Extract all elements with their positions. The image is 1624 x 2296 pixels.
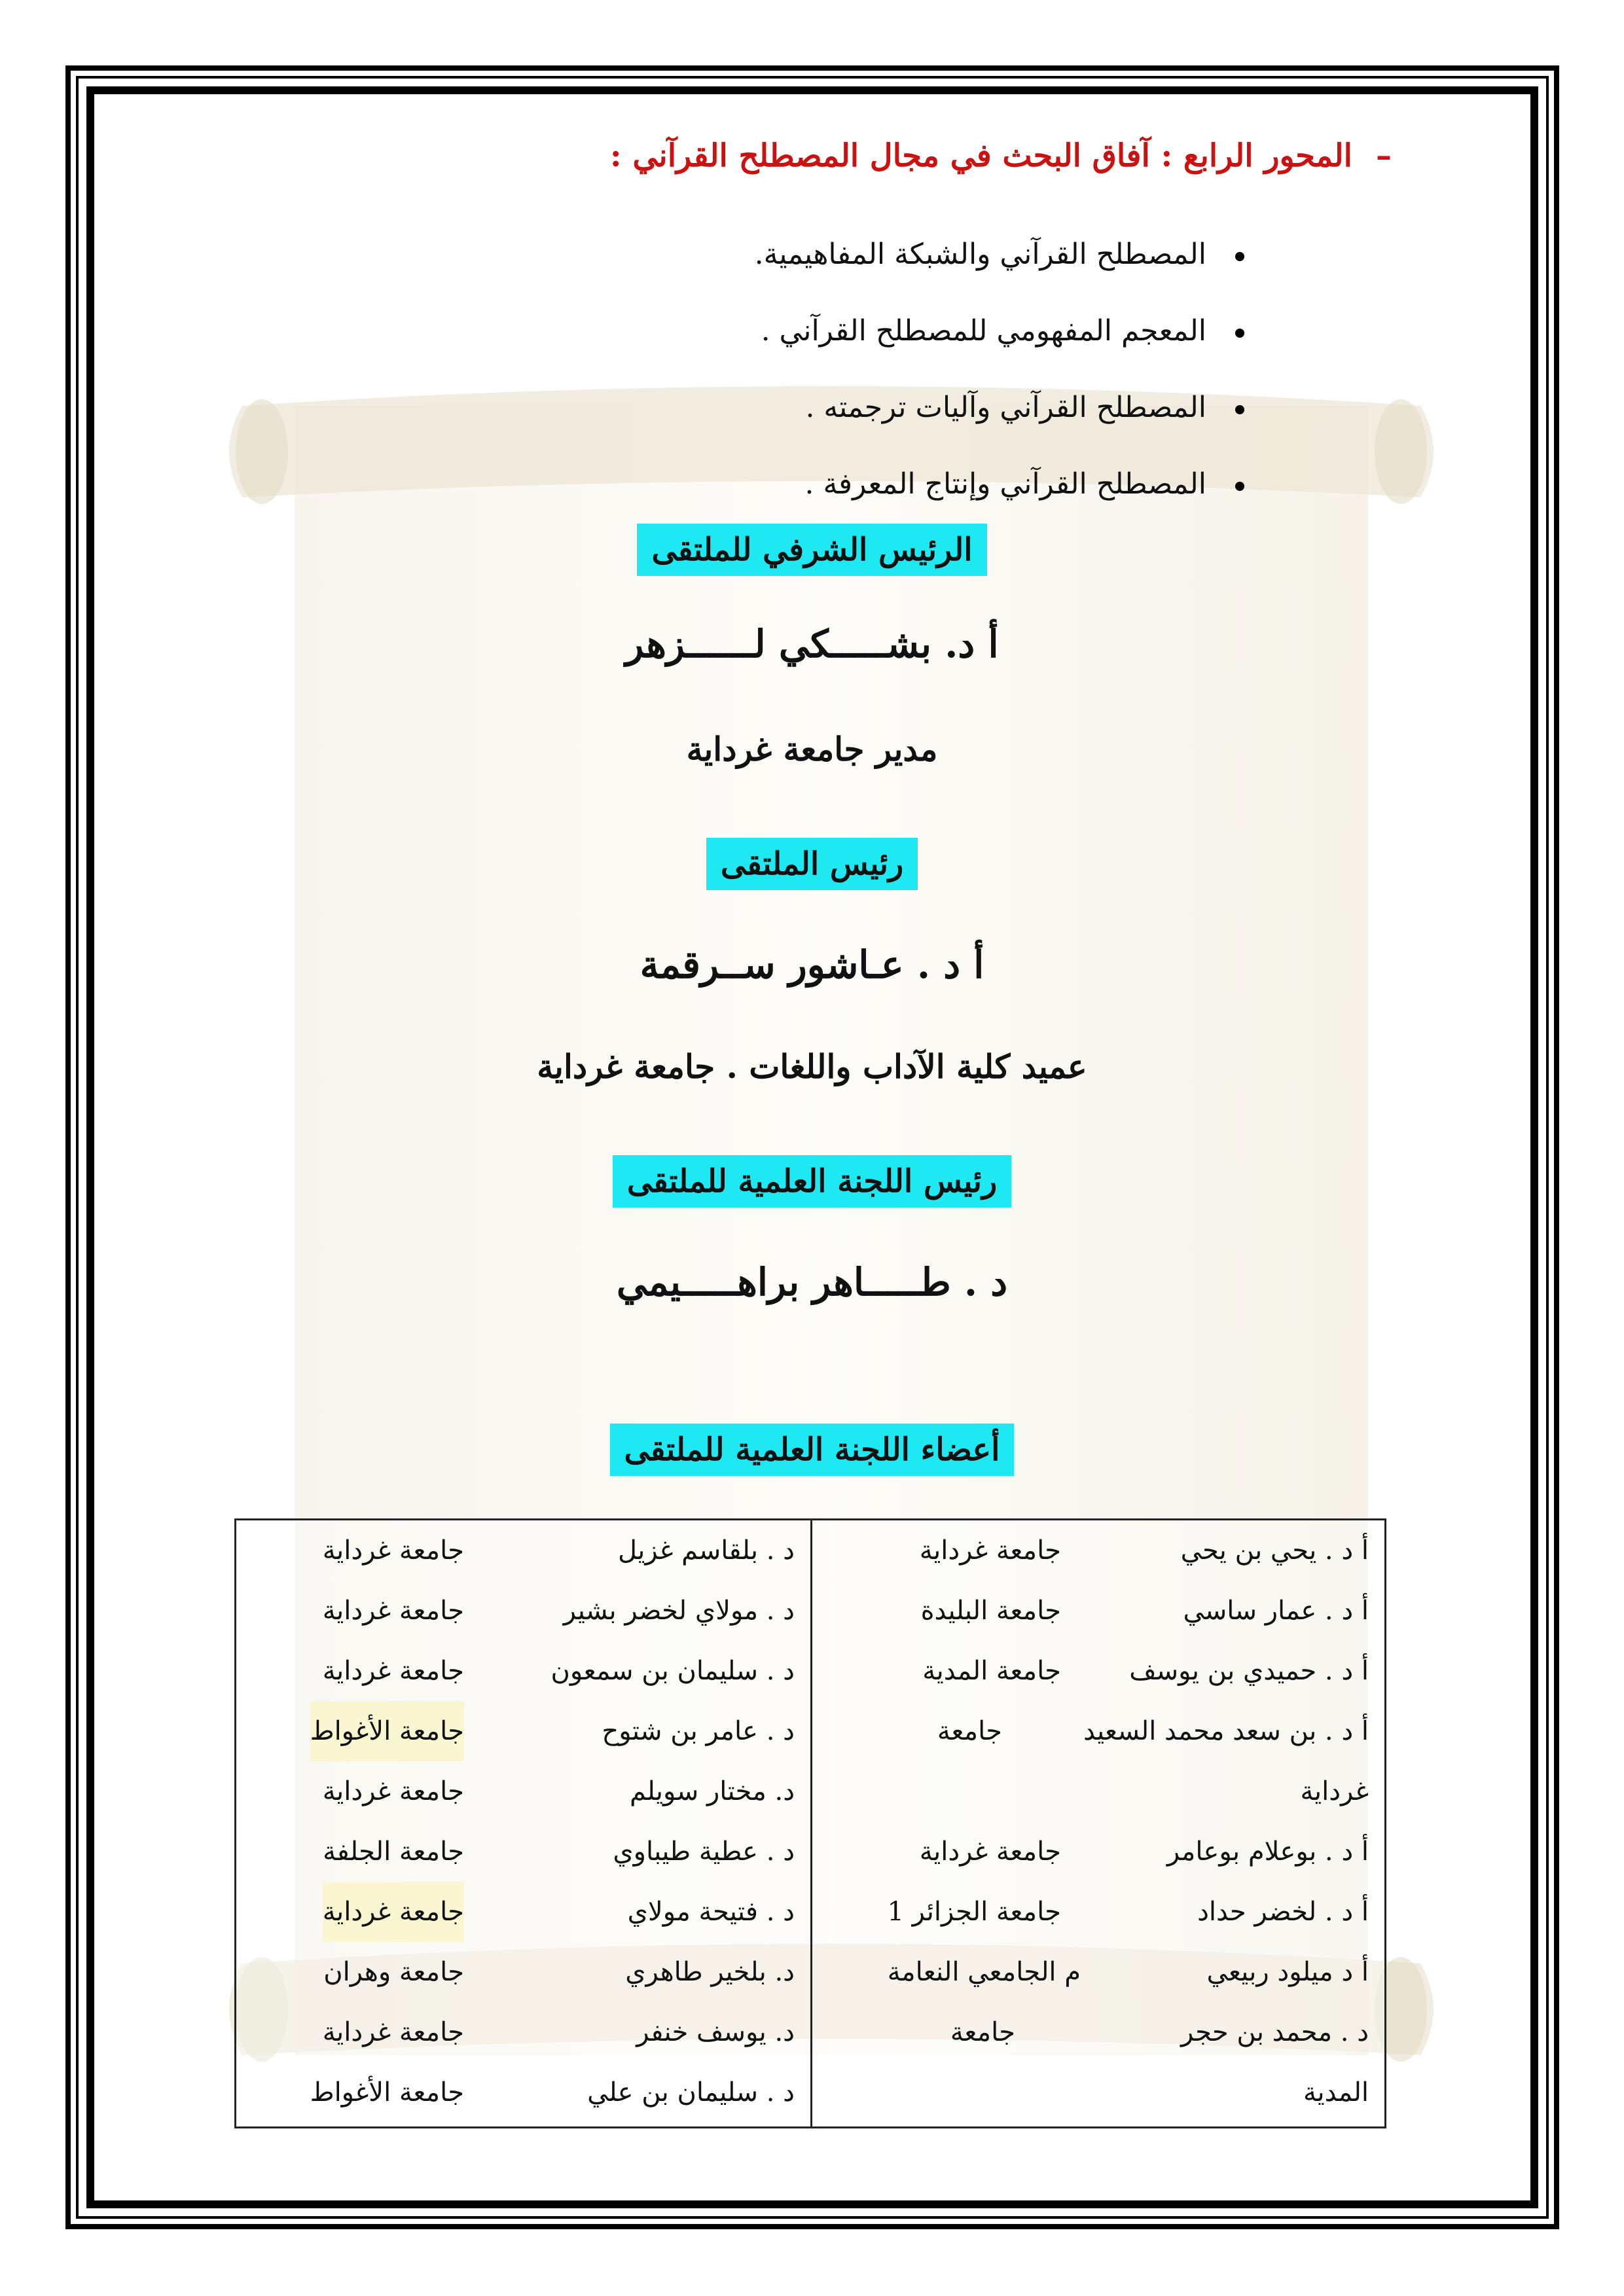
conference-president-label-row: [0, 838, 1624, 890]
table-row: [249, 1821, 795, 1882]
table-row: [249, 1942, 795, 2002]
member-name: د. مختار سويلم: [630, 1776, 795, 1806]
table-row: [825, 1641, 1369, 1701]
committee-president-label-row: [0, 1155, 1624, 1208]
table-row: [825, 1761, 1369, 1821]
committee-members-label-row: [0, 1424, 1624, 1476]
member-university: جامعة وهران: [323, 1957, 464, 1987]
table-row: [825, 2002, 1369, 2062]
table-row: [825, 2062, 1369, 2123]
member-name: أ د . حميدي بن يوسف: [1129, 1656, 1369, 1686]
member-university: جامعة غرداية: [322, 1596, 464, 1626]
member-name: د . سليمان بن علي: [587, 2077, 795, 2108]
member-university: م الجامعي النعامة: [887, 1957, 1081, 1987]
honorary-president-label-row: [0, 524, 1624, 576]
member-university: جامعة غرداية: [322, 1535, 464, 1566]
member-name: غرداية: [1300, 1776, 1369, 1806]
honorary-president-role: مدير جامعة غرداية: [686, 730, 938, 768]
committee-members-label: أعضاء اللجنة العلمية للملتقى: [610, 1424, 1015, 1476]
table-row: [825, 1942, 1369, 2002]
member-university: جامعة غرداية: [919, 1837, 1061, 1867]
committee-column-right: [810, 1520, 1384, 2126]
member-university: جامعة غرداية: [322, 2017, 464, 2047]
axis-four-heading: [610, 137, 1392, 174]
member-university: جامعة غرداية: [322, 1656, 464, 1686]
table-row: [249, 2002, 795, 2062]
member-name: أ د . عمار ساسي: [1183, 1596, 1369, 1626]
member-university: جامعة الجزائر 1: [887, 1897, 1061, 1927]
table-row: [249, 1761, 795, 1821]
heading-text: المحور الرابع : آفاق البحث في مجال المصطلح القرآني :: [609, 137, 1352, 174]
member-name: د . عطية طيباوي: [613, 1837, 795, 1867]
member-university: جامعة غرداية: [323, 1882, 464, 1942]
table-row: [249, 2062, 795, 2123]
table-row: [825, 1821, 1369, 1882]
member-university: جامعة المدية: [922, 1656, 1061, 1686]
conference-president-label: رئيس الملتقى: [706, 838, 918, 890]
committee-column-left: [236, 1520, 810, 2126]
member-university: جامعة الجلفة: [323, 1837, 464, 1867]
conference-president-name: أ د . عـاشور ســرقمة: [640, 942, 984, 987]
member-name: د. بلخير طاهري: [625, 1957, 795, 1987]
heading-dash: –: [1376, 137, 1392, 174]
table-row: [249, 1641, 795, 1701]
member-name: د . بلقاسم غزيل: [617, 1535, 795, 1566]
table-row: [249, 1581, 795, 1641]
member-name: أ د . بوعلام بوعامر: [1166, 1837, 1369, 1867]
table-row: [249, 1520, 795, 1581]
conference-president-role: عميد كلية الآداب واللغات . جامعة غرداية: [537, 1047, 1087, 1086]
list-item: المصطلح القرآني وآليات ترجمته .: [755, 369, 1244, 446]
member-name: أ د . بن سعد محمد السعيد: [1083, 1716, 1369, 1746]
table-row: [825, 1701, 1369, 1761]
bullet-icon: [1235, 482, 1244, 491]
member-university: جامعة الأغواط: [310, 2077, 464, 2108]
member-university: جامعة الأغواط: [310, 1701, 464, 1761]
table-row: [825, 1882, 1369, 1942]
member-name: د . فتيحة مولاي: [627, 1897, 795, 1927]
bullet-icon: [1235, 329, 1244, 338]
member-name: أ د ميلود ربيعي: [1206, 1957, 1369, 1987]
honorary-president-name: أ د. بشـــــكي لــــــزهر: [625, 622, 999, 666]
committee-president-label: رئيس اللجنة العلمية للملتقى: [613, 1155, 1011, 1208]
member-name: د . سليمان بن سمعون: [550, 1656, 795, 1686]
table-row: [825, 1581, 1369, 1641]
bullet-icon: [1235, 252, 1244, 261]
committee-members-table: [234, 1518, 1386, 2128]
list-item: المصطلح القرآني وإنتاج المعرفة .: [755, 446, 1244, 522]
member-university: جامعة: [937, 1716, 1002, 1746]
committee-president-name: د . طـــــاهر براهـــــيمي: [616, 1260, 1008, 1304]
member-name: د . عامر بن شتوح: [602, 1716, 795, 1746]
honorary-president-label: الرئيس الشرفي للملتقى: [637, 524, 986, 576]
member-name: د. يوسف خنفر: [636, 2017, 795, 2047]
table-row: [825, 1520, 1369, 1581]
table-row: [249, 1701, 795, 1761]
bullet-icon: [1235, 405, 1244, 414]
member-name: د . محمد بن حجر: [1181, 2017, 1369, 2047]
member-university: جامعة غرداية: [322, 1776, 464, 1806]
member-name: د . مولاي لخضر بشير: [563, 1596, 795, 1626]
member-university: جامعة البليدة: [920, 1596, 1061, 1626]
member-name: أ د . لخضر حداد: [1197, 1897, 1369, 1927]
member-university: جامعة: [950, 2017, 1015, 2047]
axis-topics-list: [755, 216, 1244, 522]
list-item: المعجم المفهومي للمصطلح القرآني .: [755, 293, 1244, 369]
table-row: [249, 1882, 795, 1942]
list-item: المصطلح القرآني والشبكة المفاهيمية.: [755, 216, 1244, 293]
member-name: أ د . يحي بن يحي: [1180, 1535, 1369, 1566]
member-name: المدية: [1303, 2077, 1369, 2108]
member-university: جامعة غرداية: [919, 1535, 1061, 1566]
